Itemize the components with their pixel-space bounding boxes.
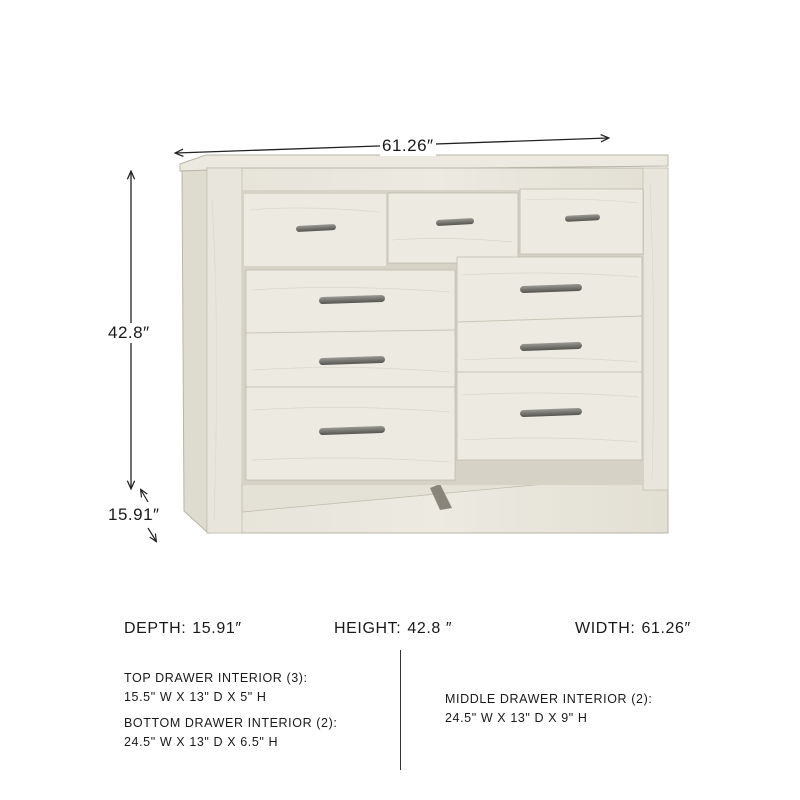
spec-width-value: 61.26″ [641, 620, 691, 637]
dresser-left-side [182, 170, 208, 533]
drawer [388, 193, 518, 263]
drawer [520, 189, 643, 254]
spec-width [575, 620, 691, 638]
top-drawer-interior-title: TOP DRAWER INTERIOR (3): [124, 671, 308, 685]
vertical-divider [400, 650, 401, 770]
dresser [180, 155, 668, 533]
depth-dimension-label: 15.91″ [108, 505, 160, 524]
right-leg [643, 168, 668, 490]
spec-height-label: HEIGHT: [334, 620, 402, 637]
depth-dimension-arrow-down [148, 528, 156, 541]
spec-depth-value: 15.91″ [192, 620, 242, 637]
middle-drawer-interior [445, 690, 652, 728]
top-drawer-interior-size: 15.5" W X 13" D X 5" H [124, 690, 267, 704]
bottom-drawer-interior-size: 24.5" W X 13" D X 6.5" H [124, 735, 279, 749]
left-leg [207, 168, 242, 533]
right-drawers [457, 257, 642, 460]
spec-depth [124, 620, 242, 638]
height-dimension-label: 42.8″ [108, 323, 150, 342]
drawer [457, 257, 642, 383]
top-drawer-interior [124, 669, 308, 707]
spec-depth-label: DEPTH: [124, 620, 187, 637]
bottom-drawer-interior-title: BOTTOM DRAWER INTERIOR (2): [124, 716, 338, 730]
spec-height-value: 42.8 ″ [407, 620, 453, 637]
left-drawers [246, 270, 455, 480]
depth-dimension-arrow-up [141, 490, 148, 502]
spec-height [334, 620, 452, 638]
bottom-drawer-interior [124, 714, 337, 752]
middle-drawer-interior-title: MIDDLE DRAWER INTERIOR (2): [445, 692, 653, 706]
width-dimension-label: 61.26″ [382, 136, 434, 155]
middle-drawer-interior-size: 24.5" W X 13" D X 9" H [445, 711, 588, 725]
spec-width-label: WIDTH: [575, 620, 636, 637]
